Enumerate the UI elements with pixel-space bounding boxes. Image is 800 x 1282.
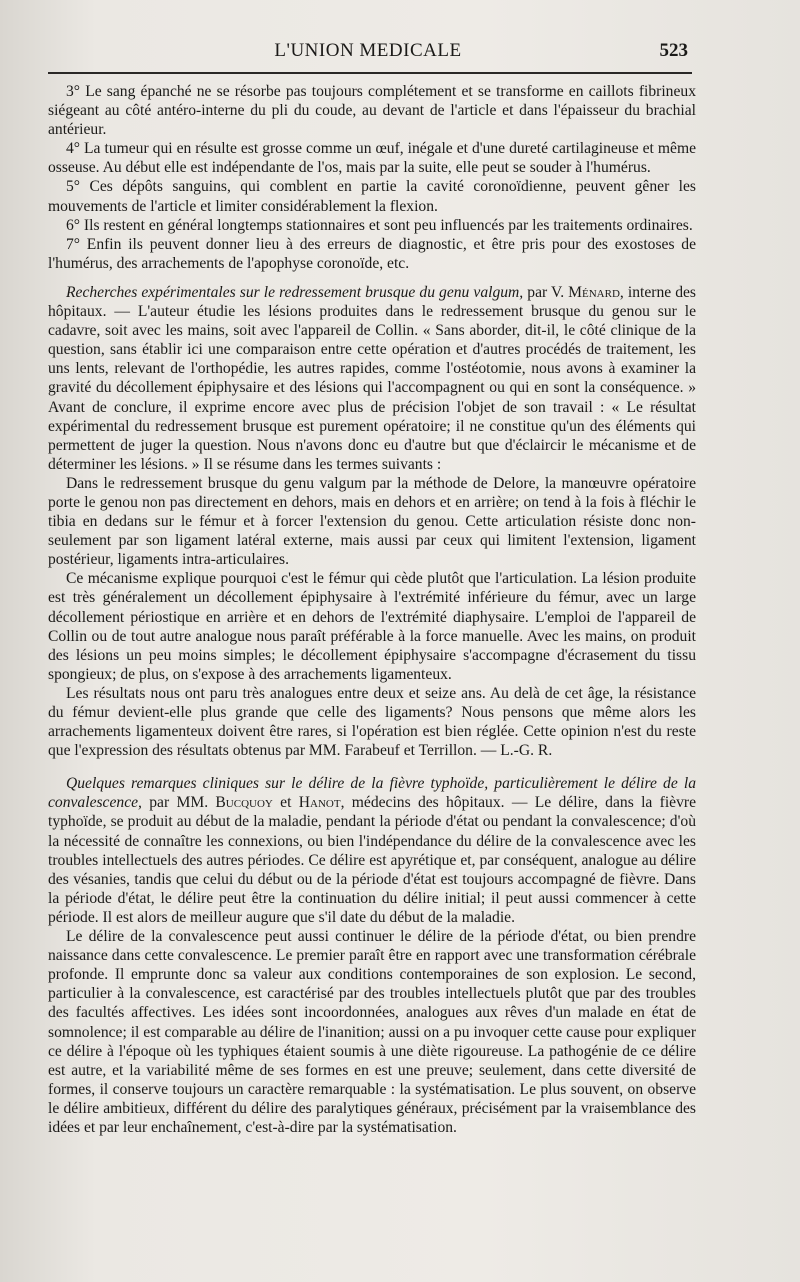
paragraph-point-7: 7° Enfin ils peuvent donner lieu à des erreurs de diagnostic, et être pris pour des exostoses de l'humérus, des arrachements de l'apophyse coronoïde, etc.	[48, 235, 696, 272]
paragraph-genu-3: Les résultats nous ont paru très analogues entre deux et seize ans. Au delà de cet âge, la résistance du fémur devient-elle plus grande que celle des ligaments? Nous pensons que même alors les arrachements ligamenteux doivent être rares, si l'opération est bien réglée. Cette opinion n'est du reste que l'expression des résultats obtenus par MM. Farabeuf et Terrillon. — L.-G. R.	[48, 684, 696, 760]
paragraph-point-4: 4° La tumeur qui en résulte est grosse comme un œuf, inégale et d'une dureté cartilagineuse et même osseuse. Au début elle est indépendante de l'os, mais par la suite, elle peut se souder à l'humérus.	[48, 140, 696, 177]
by-text: par MM.	[141, 794, 216, 812]
section-delire-typhoide	[48, 774, 696, 927]
paragraph-point-6: 6° Ils restent en général longtemps stationnaires et sont peu influencés par les traitements ordinaires.	[66, 216, 693, 234]
header-rule	[48, 72, 692, 74]
running-title: L'UNION MEDICALE	[274, 40, 462, 61]
paragraph-genu-2: Ce mécanisme explique pourquoi c'est le fémur qui cède plutôt que l'articulation. La lésion produite est très généralement un décollement épiphysaire à l'extrémité inférieure du fémur, avec un large décollement périostique en arrière et en dehors de l'extrémité diaphysaire. L'emploi de l'appareil de Collin ou de tout autre analogue nous paraît préférable à la force manuelle. Avec les mains, on produit des lésions un peu moins simples; le décollement épiphysaire s'accompagne d'écrasement du tissu spongieux; de plus, on s'expose à des arrachements ligamenteux.	[48, 570, 696, 683]
section-genu-valgum	[48, 283, 696, 474]
paragraph-genu-1: Dans le redressement brusque du genu valgum par la méthode de Delore, la manœuvre opératoire porte le genou non pas directement en dehors, mais en dehors et en arrière; on tend à la fois à fléchir le tibia en dedans sur le fémur et à forcer l'extension du genou. Cette articulation résiste donc non-seulement par son ligament latéral externe, mais aussi par ceux qui limitent l'extension, ligament postérieur, ligaments intra-articulaires.	[48, 474, 696, 569]
paragraph-delire-1: Le délire de la convalescence peut aussi continuer le délire de la période d'état, ou bien prendre naissance dans cette convalescence. Le premier paraît être en rapport avec une transformation cérébrale profonde. Il emprunte donc sa valeur aux conditions contemporaines de son explosion. Le second, particulier à la convalescence, est caractérisé par des troubles intellectuels plutôt que par des troubles des facultés affectives. Les idées sont incoordonnées, analogues aux rêves d'un malade en état de somnolence; il est comparable au délire de l'inanition; aussi on a pu invoquer cette cause pour expliquer ce délire à l'époque où les typhiques étaient soumis à une diète rigoureuse. La pathogénie de ce délire est autre, et la variabilité même de ses formes en est une preuve; seulement, dans cette diversité de formes, il conserve toujours un caractère remarquable : la systématisation. Le plus souvent, on observe le délire ambitieux, différent du délire des paralytiques généraux, précisément par la vraisemblance des idées et par leur enchaînement, c'est-à-dire par la systématisation.	[48, 928, 697, 1136]
section-title: Quelques remarques cliniques sur le délire de la fièvre typhoïde, particulièrement le délire de la convalescence,	[48, 775, 696, 812]
author-name: Ménard	[568, 283, 620, 301]
section-text: , médecins des hôpitaux. — Le délire, dans la fièvre typhoïde, se produit au début de la maladie, pendant la période d'état ou pendant la convalescence; d'où la nécessité de connaître les connexions, ou bien l'indépendance du délire de la convalescence avec les troubles intellectuels des autres périodes. Ce délire est apyrétique et, par conséquent, analogue au délire des vésanies, tandis que celui du début ou de la période d'état est toujours accompagné de fièvre. Dans la période d'état, le délire peut être la continuation du délire initial; il peut aussi commencer à cette période. Il est alors de meilleur augure que s'il date du début de la maladie.	[48, 794, 696, 926]
section-title: Recherches expérimentales sur le redressement brusque du genu valgum,	[66, 283, 524, 301]
author-name: Hanot	[298, 794, 341, 812]
paragraph-point-5: 5° Ces dépôts sanguins, qui comblent en partie la cavité coronoïdienne, peuvent gêner les mouvements de l'article et limiter considérablement la flexion.	[48, 178, 696, 215]
page-number: 523	[659, 40, 688, 61]
section-text: , interne des hôpitaux. — L'auteur étudie les lésions produites dans le redressement brusque du genou sur le cadavre, soit avec les mains, soit avec l'appareil de Collin. « Sans aborder, dit-il, le côté clinique de la question, sans établir ici une comparaison entre cette opération et d'autres procédés de traitement, les uns lents, relevant de l'orthopédie, les autres rapides, comme l'ostéotomie, nous avons à examiner la gravité du décollement épiphysaire et des lésions qui l'accompagnent ou qui en sont la conséquence. » Avant de conclure, il exprime encore avec plus de précision l'objet de son travail : « Le résultat expérimental du redressement brusque est purement opératoire; il ne constitue qu'un des éléments qui permettent de juger la question. Nous n'avons donc eu d'autre but que d'éclaircir le mécanisme et de déterminer les lésions. » Il se résume dans les termes suivants :	[48, 283, 697, 473]
author-name: Bucquoy	[215, 794, 273, 812]
and-text: et	[272, 794, 299, 812]
paragraph-point-3: 3° Le sang épanché ne se résorbe pas toujours complétement et se transforme en caillots fibrineux siégeant au côté antéro-interne du pli du coude, au devant de l'article et dans l'épaisseur du brachial antérieur.	[48, 83, 696, 139]
by-text: par V.	[523, 283, 569, 301]
running-head	[48, 40, 688, 68]
article-body	[48, 82, 696, 1137]
